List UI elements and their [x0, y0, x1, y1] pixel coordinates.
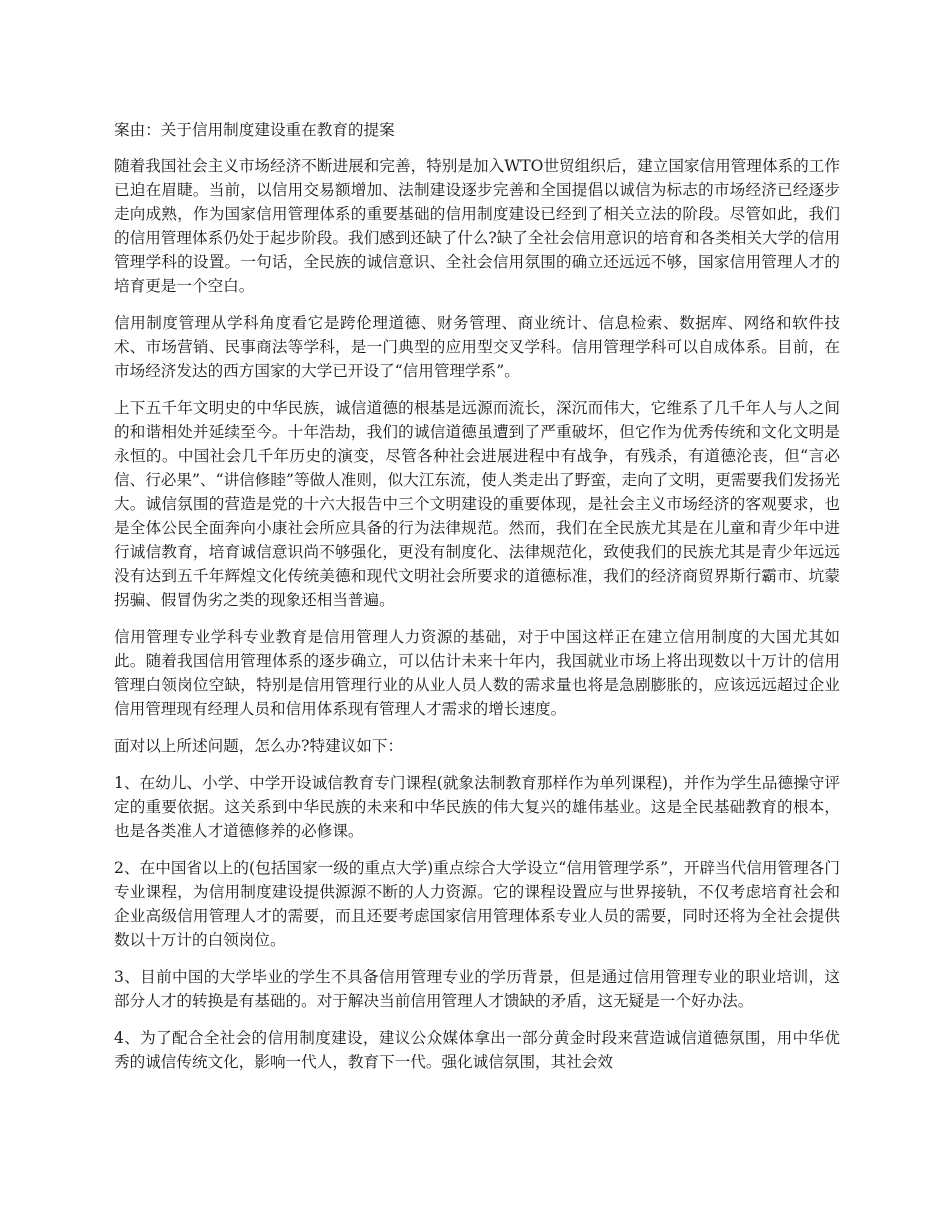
paragraph-discipline: 信用制度管理从学科角度看它是跨伦理道德、财务管理、商业统计、信息检索、数据库、网络和软件技术、市场营销、民事商法等学科，是一门典型的应用型交叉学科。信用管理学科可以自成体系。目前，在市场经济发达的西方国家的大学已开设了“信用管理学系”。	[114, 314, 840, 380]
paragraph-proposal-4: 4、为了配合全社会的信用制度建设，建议公众媒体拿出一部分黄金时段来营造诚信道德氛围，用中华优秀的诚信传统文化，影响一代人，教育下一代。强化诚信氛围，其社会效	[114, 1029, 840, 1071]
paragraph-proposal-lead: 面对以上所述问题，怎么办?特建议如下：	[114, 737, 404, 755]
paragraph-proposal-2: 2、在中国省以上的(包括国家一级的重点大学)重点综合大学设立“信用管理学系”，开辟当代信用管理各门专业课程，为信用制度建设提供源源不断的人力资源。它的课程设置应与世界接轨，不仅考虑培育社会和企业高级信用管理人才的需要，而且还要考虑国家信用管理体系专业人员的需要，同时还将为全社会提供数以十万计的白领岗位。	[114, 859, 840, 949]
paragraph-proposal-1: 1、在幼儿、小学、中学开设诚信教育专门课程(就象法制教育那样作为单列课程)，并作为学生品德操守评定的重要依据。这关系到中华民族的未来和中华民族的伟大复兴的雄伟基业。这是全民基础教育的根本，也是各类准人才道德修养的必修课。	[114, 774, 840, 840]
paragraph-proposal-3: 3、目前中国的大学毕业的学生不具备信用管理专业的学历背景，但是通过信用管理专业的职业培训，这部分人才的转换是有基础的。对于解决当前信用管理人才馈缺的矛盾，这无疑是一个好办法。	[114, 968, 840, 1010]
paragraph-tradition: 上下五千年文明史的中华民族，诚信道德的根基是远源而流长，深沉而伟大，它维系了几千年人与人之间的和谐相处并延续至今。十年浩劫，我们的诚信道德虽遭到了严重破坏，但它作为优秀传统和文化文明是永恒的。中国社会几千年历史的演变，尽管各种社会进展进程中有战争，有残杀，有道德沦丧，但“言必信、行必果”、“讲信修睦”等做人准则，似大江东流，使人类走出了野蛮，走向了文明，更需要我们发扬光大。诚信氛围的营造是党的十六大报告中三个文明建设的重要体现，是社会主义市场经济的客观要求，也是全体公民全面奔向小康社会所应具备的行为法律规范。然而，我们在全民族尤其是在儿童和青少年中进行诚信教育，培育诚信意识尚不够强化，更没有制度化、法律规范化，致使我们的民族尤其是青少年远远没有达到五千年辉煌文化传统美德和现代文明社会所要求的道德标准，我们的经济商贸界斯行霸市、坑蒙拐骗、假冒伪劣之类的现象还相当普遍。	[114, 399, 840, 609]
document-title: 案由：关于信用制度建设重在教育的提案	[114, 121, 395, 139]
paragraph-education: 信用管理专业学科专业教育是信用管理人力资源的基础，对于中国这样正在建立信用制度的大国尤其如此。随着我国信用管理体系的逐步确立，可以估计未来十年内，我国就业市场上将出现数以十万计的信用管理白领岗位空缺，特别是信用管理行业的从业人员人数的需求量也将是急剧膨胀的，应该远远超过企业信用管理现有经理人员和信用体系现有管理人才需求的增长速度。	[114, 628, 840, 718]
paragraph-intro: 随着我国社会主义市场经济不断进展和完善，特别是加入WTO世贸组织后，建立国家信用管理体系的工作已迫在眉睫。当前，以信用交易额增加、法制建设逐步完善和全国提倡以诚信为标志的市场经济已经逐步走向成熟，作为国家信用管理体系的重要基础的信用制度建设已经到了相关立法的阶段。尽管如此，我们的信用管理体系仍处于起步阶段。我们感到还缺了什么?缺了全社会信用意识的培育和各类相关大学的信用管理学科的设置。一句话，全民族的诚信意识、全社会信用氛围的确立还远远不够，国家信用管理人才的培育更是一个空白。	[114, 157, 840, 295]
document-page	[114, 118, 840, 1087]
